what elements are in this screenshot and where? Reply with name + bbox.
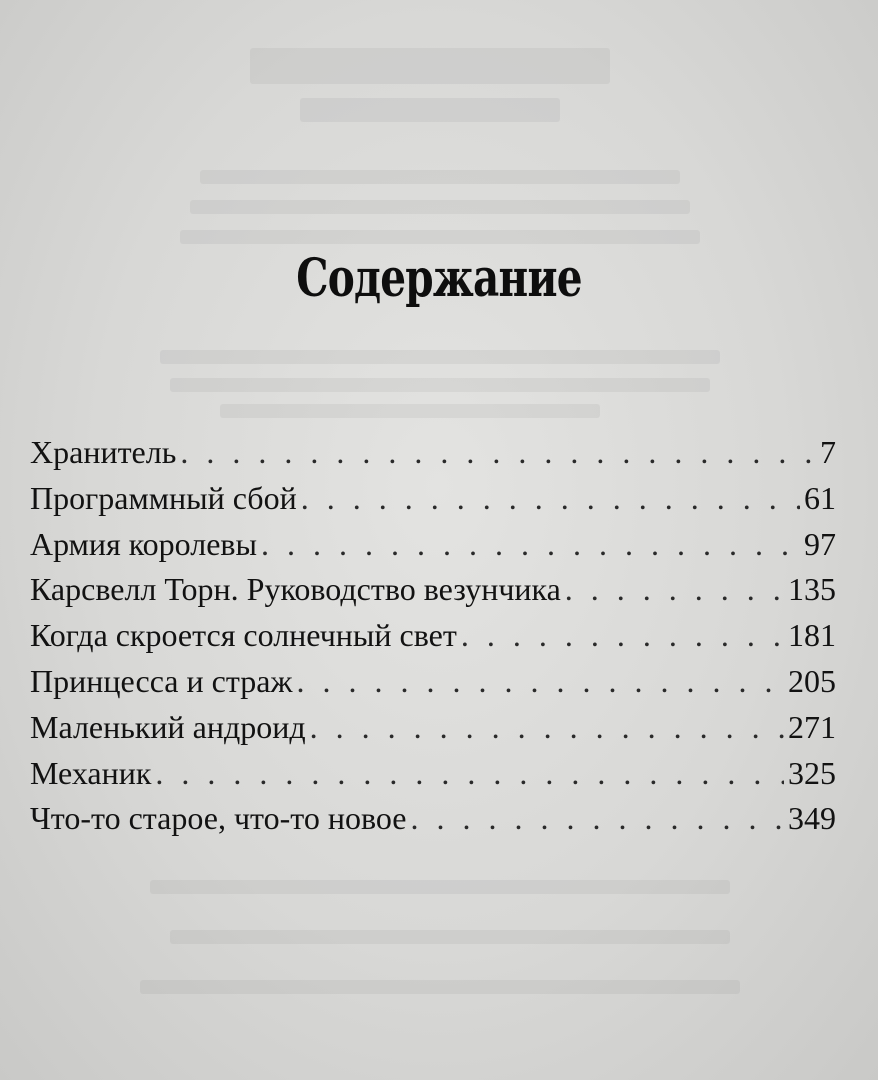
toc-entry-title: Карсвелл Торн. Руководство везунчика bbox=[30, 571, 561, 608]
toc-leader-dots bbox=[180, 430, 816, 476]
toc-entry-page: 135 bbox=[788, 571, 836, 608]
bleed-through-text bbox=[150, 880, 730, 894]
toc-entry-title: Армия королевы bbox=[30, 525, 257, 562]
toc-leader-dots bbox=[297, 659, 785, 705]
toc-entry-title: Принцесса и страж bbox=[30, 662, 293, 699]
toc-entry-page: 205 bbox=[788, 662, 836, 699]
toc-leader-dots bbox=[565, 567, 784, 613]
toc-leader-dots bbox=[410, 796, 784, 842]
toc-entry[interactable] bbox=[30, 430, 836, 476]
toc-entry[interactable] bbox=[30, 613, 836, 659]
bleed-through-text bbox=[220, 404, 600, 418]
toc-entry-page: 7 bbox=[820, 434, 836, 470]
toc-entry-title: Механик bbox=[30, 754, 152, 791]
toc-leader-dots bbox=[155, 751, 784, 797]
toc-entry-title: Маленький андроид bbox=[30, 708, 306, 745]
bleed-through-text bbox=[300, 98, 560, 122]
toc-entry-title: Когда скроется солнечный свет bbox=[30, 617, 457, 654]
toc-entry-page: 181 bbox=[788, 617, 836, 654]
bleed-through-text bbox=[200, 170, 680, 184]
toc-entry-title: Что-то старое, что-то новое bbox=[30, 800, 407, 837]
toc-entry-page: 325 bbox=[788, 754, 836, 791]
toc-entry[interactable] bbox=[30, 567, 836, 613]
toc-entry[interactable] bbox=[30, 522, 836, 568]
toc-entry-page: 61 bbox=[804, 479, 836, 516]
toc-entry[interactable] bbox=[30, 751, 836, 797]
contents-heading: Содержание bbox=[296, 248, 582, 309]
toc-entry-title: Хранитель bbox=[30, 434, 177, 470]
toc-entry[interactable] bbox=[30, 705, 836, 751]
toc-leader-dots bbox=[261, 522, 800, 568]
bleed-through-text bbox=[180, 230, 700, 244]
toc-leader-dots bbox=[301, 476, 800, 522]
toc-entry-page: 271 bbox=[788, 708, 836, 745]
bleed-through-text bbox=[250, 48, 610, 84]
table-of-contents bbox=[30, 430, 836, 842]
bleed-through-text bbox=[160, 350, 720, 364]
bleed-through-text bbox=[190, 200, 690, 214]
bleed-through-text bbox=[170, 378, 710, 392]
toc-leader-dots bbox=[310, 705, 784, 751]
toc-leader-dots bbox=[461, 613, 784, 659]
bleed-through-text bbox=[170, 930, 730, 944]
toc-entry-page: 349 bbox=[788, 800, 836, 837]
toc-entry[interactable] bbox=[30, 476, 836, 522]
toc-entry-page: 97 bbox=[804, 525, 836, 562]
bleed-through-text bbox=[140, 980, 740, 994]
toc-entry-title: Программный сбой bbox=[30, 479, 297, 516]
toc-entry[interactable] bbox=[30, 796, 836, 842]
toc-entry[interactable] bbox=[30, 659, 836, 705]
